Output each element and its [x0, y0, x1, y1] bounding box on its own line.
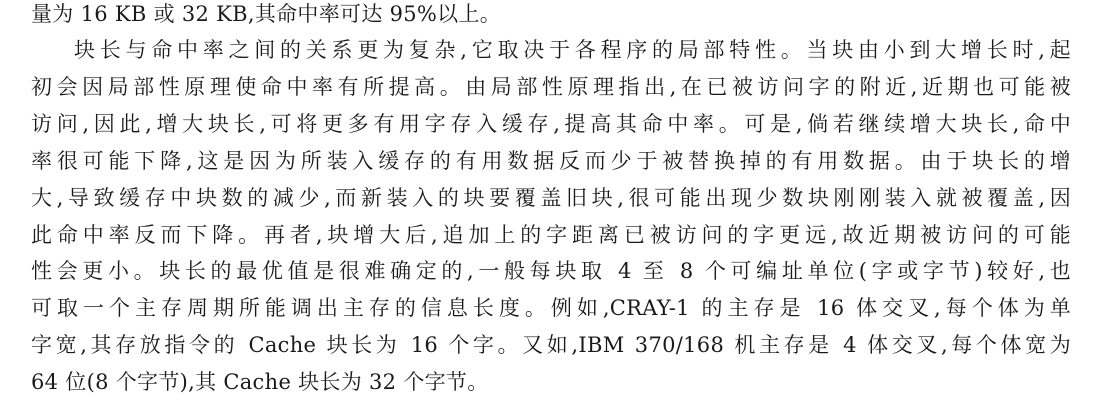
text-line-5: 率很可能下降,这是因为所装入缓存的有用数据反而少于被替换掉的有用数据。由于块长的增 [31, 149, 1071, 173]
text-line-9: 可取一个主存周期所能调出主存的信息长度。例如,CRAY-1 的主存是 16 体交叉,每个体为单 [31, 296, 1071, 320]
text-line-7: 此命中率反而下降。再者,块增大后,追加上的字距离已被访问的字更远,故近期被访问的可能 [31, 223, 1071, 247]
text-line-11: 64 位(8 个字节),其 Cache 块长为 32 个字节。 [31, 370, 489, 394]
text-line-3: 初会因局部性原理使命中率有所提高。由局部性原理指出,在已被访问字的附近,近期也可能被 [31, 75, 1071, 99]
text-line-2: 块长与命中率之间的关系更为复杂,它取决于各程序的局部特性。当块由小到大增长时,起 [74, 38, 1071, 62]
text-line-10: 字宽,其存放指令的 Cache 块长为 16 个字。又如,IBM 370/168 机主存是 4 体交叉,每个体宽为 [31, 333, 1071, 357]
text-line-8: 性会更小。块长的最优值是很难确定的,一般每块取 4 至 8 个可编址单位(字或字节)较好,也 [31, 259, 1071, 283]
text-line-1: 量为 16 KB 或 32 KB,其命中率可达 95%以上。 [31, 2, 502, 26]
text-line-4: 访问,因此,增大块长,可将更多有用字存入缓存,提高其命中率。可是,倘若继续增大块长,命中 [31, 112, 1071, 136]
text-line-6: 大,导致缓存中块数的减少,而新装入的块要覆盖旧块,很可能出现少数块刚刚装入就被覆盖,因 [31, 186, 1071, 210]
